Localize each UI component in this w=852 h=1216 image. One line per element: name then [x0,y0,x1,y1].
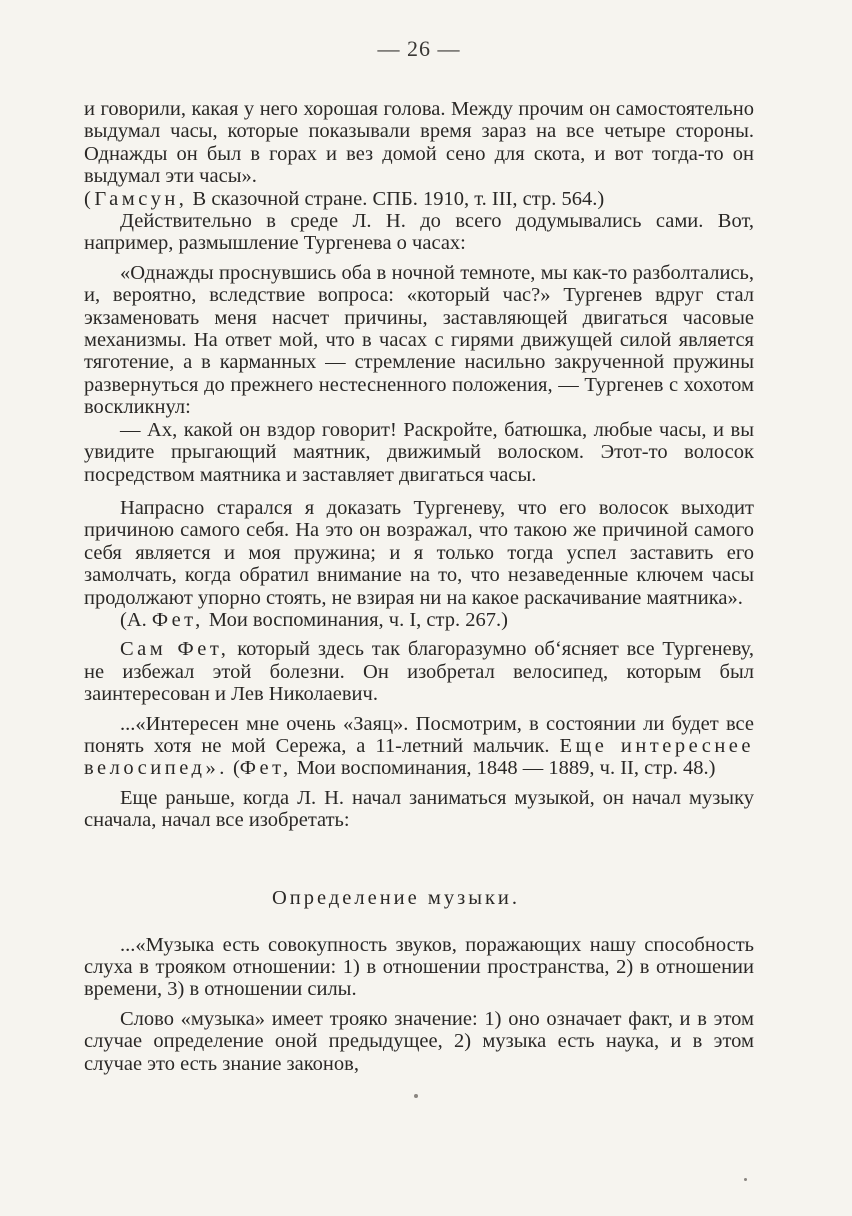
citation-prefix: (А. [120,608,152,631]
print-speck [744,1178,747,1181]
fet-citation-1 [84,609,754,631]
paragraph-music-intro: Еще раньше, когда Л. Н. начал заниматься музыкой, он начал музыку сначала, начал все изобретать: [84,786,754,832]
print-speck [414,1094,418,1098]
citation-prefix-2: ( [227,757,240,780]
paragraph-fet-quote-start: «Однажды проснувшись оба в ночной темноте, мы как-то разболтались, и, вероятно, вследствие вопроса: «который час?» Тургенев вдруг стал экзаменовать меня насчет причины, заставляющей двигаться часовые механизмы. На ответ мой, что в часах с гирями движущей силой является тяготение, а в карманных — стремление насильно закрученной пружины развернуться до прежнего нестесненного положения, — Тургенев с хохотом воскликнул: [84,261,754,419]
paragraph-hamsun-quote [84,98,754,210]
book-page [84,36,754,1075]
paragraph-fet-bicycle [84,638,754,705]
paragraph-fet-letter-text: ...«Интересен мне очень «Заяц». Посмотрим, в состоянии ли будет все понять хотя не мой Сережа, а 11-летний мальчик. [84,712,754,757]
paragraph-fet-bicycle-text: который здесь так благоразумно об‘ясняет все Тургеневу, не избежал этой болезни. Он изобретал велосипед, которым был заинтересован и Лев Николаевич. [84,638,754,706]
citation-author-hamsun: (Гамсун, [84,187,188,210]
citation-author-fet-2: Фет, [239,757,292,780]
spaced-phrase-bicycle: Еще интереснее велосипед». [84,734,754,780]
citation-source-hamsun: В сказочной стране. СПБ. 1910, т. III, стр. 564.) [187,187,605,210]
paragraph-fet-argument-text: Напрасно старался я доказать Тургеневу, что его волосок выходит причиною самого себя. На это он возражал, что такою же причиной самого себя является и моя пружина; и я только тогда успел заставить его замолчать, когда обратил внимание на то, что незаведенные ключем часы продолжают упорно стоять, не взирая ни на какое раскачивание маятника». [84,496,754,609]
citation-source-fet: Мои воспоминания, ч. I, стр. 267.) [203,608,508,631]
paragraph-turgenev-intro: Действительно в среде Л. Н. до всего додумывались сами. Вот, например, размышление Тургенева о часах: [84,210,754,255]
paragraph-hamsun-text: и говорили, какая у него хорошая голова. Между прочим он самостоятельно выдумал часы, которые показывали время зараз на все четыре стороны. Однажды он был в горах и вез домой сено для скота, и вот тогда-то он выдумал эти часы». [84,98,754,188]
paragraph-music-meaning: Слово «музыка» имеет трояко значение: 1) оно означает факт, и в этом случае определение оной предыдущее, 2) музыка есть наука, и в этом случае это есть знание законов, [84,1007,754,1075]
citation-author-fet: Фет, [151,608,204,631]
paragraph-fet-letter [84,713,754,780]
paragraph-fet-argument [84,497,754,631]
fet-name: Сам Фет, [120,638,230,661]
citation-source-fet-2: Мои воспоминания, 1848 — 1889, ч. II, стр. 48.) [291,757,716,780]
hamsun-citation [84,188,754,210]
page-number: — 26 — [377,36,461,61]
paragraph-turgenev-reply: — Ах, какой он вздор говорит! Раскройте, батюшка, любые часы, и вы увидите прыгающий маятник, движимый волоском. Этот-то волосок посредством маятника и заставляет двигаться часы. [84,418,754,486]
paragraph-music-definition: ...«Музыка есть совокупность звуков, поражающих нашу способность слуха в трояком отношении: 1) в отношении пространства, 2) в отношении времени, 3) в отношении силы. [84,933,754,1001]
section-heading-music-definition: Определение музыки. [272,886,521,909]
